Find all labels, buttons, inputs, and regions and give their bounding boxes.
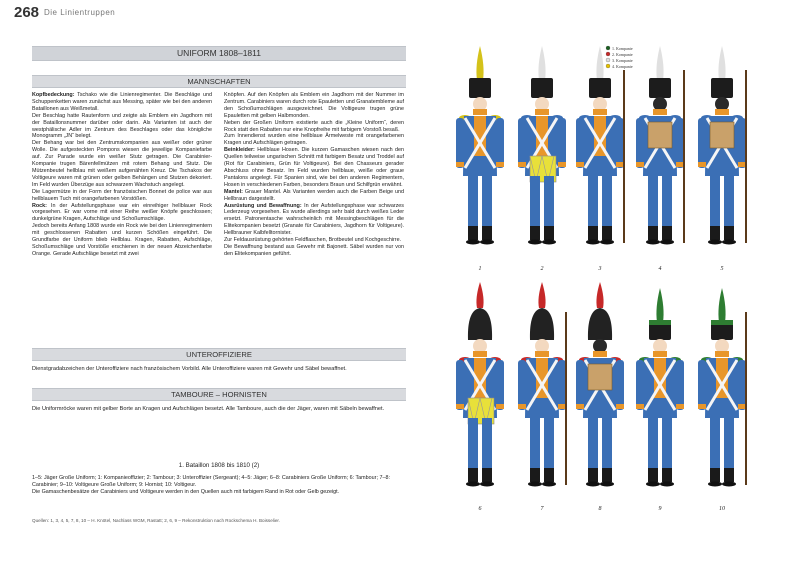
cuff: [576, 404, 584, 409]
paragraph-label: Mantel:: [224, 188, 243, 195]
collar: [653, 351, 667, 357]
text-column-right: [224, 92, 404, 258]
arm-left: [576, 360, 584, 410]
figure-number: 2: [540, 266, 544, 272]
soldier-figure-2: [518, 46, 566, 245]
gaiter: [724, 226, 734, 240]
plume: [656, 46, 663, 80]
shako-band: [649, 320, 671, 325]
arm-left: [698, 118, 706, 168]
shoe: [542, 482, 556, 487]
arm-left: [636, 118, 644, 168]
source-note: Quellen: 1, 3, 4, 5, 7, 8, 10 – H. Knötel, Nachlass WGM, Rastatt; 2, 6, 9 – Rekonstruktion nach Rockschema H. Boisselier.: [32, 518, 280, 523]
tamboure-text: Die Uniformröcke waren mit gelber Borte an Kragen und Aufschlägen besetzt. Alle Tamboure, auch die der Jäger, waren mit Säbeln bewaffnet.: [32, 406, 385, 412]
collar: [593, 109, 607, 115]
figure-number: 9: [658, 506, 662, 512]
cuff: [616, 404, 624, 409]
right-paragraph: [224, 237, 404, 244]
figure-number: 10: [719, 506, 725, 512]
gaiter: [602, 468, 612, 482]
figure-number: 4: [658, 266, 662, 272]
chapter-title: Die Linientruppen: [44, 8, 116, 17]
arm-left: [518, 118, 526, 168]
shoe: [722, 240, 736, 245]
collar: [473, 109, 487, 115]
paragraph-text: Hellblaue Hosen. Die kurzen Gamaschen wiesen nach den Quellen teilweise ungarischen Schnitt mit farbigem Besatz und Troddel auf (Rot für Carabiniers, Grün für Voltigeure). Bei den Chasseurs gerader Abschluss ohne Besatz. Im Feld wurden hellblaue, weiße oder graue Pantalons angelegt. Für Spanien sind, wie bei den anderen Regimentern, Hosen in verschiedenen Farben, besonders Braun und Schilfgrün erwähnt.: [224, 147, 404, 188]
caption-title: 1. Bataillon 1808 bis 1810 (2): [178, 462, 260, 469]
soldier-figure-4: [636, 46, 684, 245]
head: [593, 339, 607, 353]
head: [653, 339, 667, 353]
legend-label: 2. Kompanie: [612, 52, 633, 57]
cuff: [698, 162, 706, 167]
soldier-figure-3: [576, 46, 624, 245]
paragraph-text: Die Lagermütze in der Form der französischen Bonnet de police war aus hellblauem Tuch mit orangefarbenen Vorstößen.: [32, 188, 212, 202]
arm-right: [496, 118, 504, 168]
gaiter: [530, 226, 540, 240]
shako-band: [711, 320, 733, 325]
gaiter: [724, 468, 734, 482]
cuff: [636, 162, 644, 167]
gaiter: [468, 468, 478, 482]
shoe: [586, 482, 600, 487]
paragraph-text: Zum Innendienst wurden eine hellblaue Ärmelweste mit orangefarbenen Kragen und Aufschlägen getragen.: [224, 133, 404, 147]
paragraph-label: Ausrüstung und Bewaffnung:: [224, 202, 302, 209]
shoe: [646, 482, 660, 487]
head: [535, 339, 549, 353]
gaiter: [468, 226, 478, 240]
gaiter: [482, 468, 492, 482]
legend-label: 4. Kompanie: [612, 64, 633, 69]
paragraph-text: In der Aufstellungsphase war ein einreihiger hellblauer Rock vorgesehen. Er war vorne mit einer Reihe weißer Knöpfe geschlossen; dunkelgrüne Kragen, Aufschläge und Schoßumschläge.: [32, 202, 212, 223]
collar: [535, 351, 549, 357]
figure-number: 1: [478, 266, 482, 272]
paragraph-text: Neben der Großen Uniform existierte auch die „Kleine Uniform“, deren Rock statt den Rabatten nur eine Knopfreihe mit farbigem Vorstoß besaß.: [224, 119, 404, 133]
caption-line-2: Die Gamaschenbesätze der Carabiniers und Voltigeure werden in den Quellen auch mit farbigem Rand in Rot oder Gelb gezeigt.: [32, 489, 340, 495]
shako: [649, 78, 671, 98]
arm-left: [636, 360, 644, 410]
caption: [32, 475, 406, 496]
right-paragraph: [224, 120, 404, 134]
left-paragraph: [32, 203, 212, 224]
paragraph-text: Die Bewaffnung bestand aus Gewehr mit Bajonett. Säbel wurden nur von den Elitekompanien geführt.: [224, 243, 404, 257]
collar: [715, 351, 729, 357]
plume: [538, 282, 545, 308]
plume: [718, 46, 725, 80]
right-paragraph: [224, 203, 404, 238]
paragraph-text: Der Behang war bei den Zentrumskompanien aus weißer oder grüner Wolle. Die aufgesteckten Pompons wiesen die jeweilige Kompaniefarbe auf. Zur Parade wurde ein weißer Stutz getragen. Die Carabinier-Kompanie trugen Bärenfellmützen mit rotem Behang und Stutz. Die Mützenbeutel hellblau mit weißem aufgenähten Kreuz. Die Tschakos der Voltigeure waren mit grünen oder gelben Behängen und Stutzen dekoriert. Im Feld wurden Überzüge aus schwarzem Wachstuch angelegt.: [32, 140, 212, 188]
figure-number: 8: [598, 506, 602, 512]
arm-right: [738, 118, 746, 168]
left-paragraph: [32, 113, 212, 141]
collar: [473, 351, 487, 357]
shako: [711, 78, 733, 98]
gaiter: [588, 468, 598, 482]
caption-line-1: 1–5: Jäger Große Uniform; 1: Kompanieoffizier; 2: Tambour; 3: Unteroffizier (Sergeant); 4–5: Jäger; 6–8: Carabiniers Große Uniform; 6: Tambour; 7–8: Carabinier; 9–10: Voltigeure Große Uniform; 9: Hornist; 10: Voltigeur.: [32, 475, 390, 488]
gaiter: [710, 226, 720, 240]
bearskin-cap: [468, 308, 492, 340]
page-number: 268: [14, 4, 40, 21]
shoe: [542, 240, 556, 245]
paragraph-text: Jedoch bereits Anfang 1808 wurde ein Rock wie bei den Linienregimentern mit geschlossenen Rabatten und kurzen Schößen eingeführt. Die Grundfarbe der Uniform blieb Hellblau. Kragen, Rabatten, Aufschläge, Schoßumschläge und Vorstöße erschienen in der neuen Abzeichenfarbe Orange. Gerade Aufschläge besetzt mit zwei: [32, 223, 212, 257]
cuff: [576, 162, 584, 167]
bearskin-cap: [588, 308, 612, 340]
right-paragraph: [224, 133, 404, 147]
paragraph-label: Beinkleider:: [224, 147, 255, 154]
gaiter: [530, 468, 540, 482]
collar: [593, 351, 607, 357]
arm-left: [518, 360, 526, 410]
shoe: [586, 240, 600, 245]
shoe: [528, 482, 542, 487]
left-paragraph: [32, 92, 212, 113]
plume: [656, 288, 663, 322]
figure-number: 6: [478, 506, 482, 512]
head: [473, 97, 487, 111]
arm-right: [558, 360, 566, 410]
paragraph-label: Rock:: [32, 202, 47, 209]
shoe: [708, 240, 722, 245]
arm-right: [616, 360, 624, 410]
shoe: [466, 240, 480, 245]
head: [535, 97, 549, 111]
soldier-figure-8: [576, 282, 624, 487]
soldier-figure-6: [456, 282, 504, 487]
paragraph-text: Zur Feldausrüstung gehörten Feldflaschen, Brotbeutel und Kochgeschirre.: [224, 237, 402, 244]
right-paragraph: [224, 92, 404, 120]
cuff: [636, 404, 644, 409]
shako: [469, 78, 491, 98]
plume: [596, 282, 603, 308]
arm-left: [456, 360, 464, 410]
arm-left: [698, 360, 706, 410]
head: [593, 97, 607, 111]
section-heading-tamboure: TAMBOURE – HORNISTEN: [32, 388, 406, 401]
right-paragraph: [224, 147, 404, 188]
section-heading-unteroffiziere: UNTEROFFIZIERE: [32, 348, 406, 361]
plume: [538, 46, 545, 80]
shoe: [722, 482, 736, 487]
knapsack: [710, 122, 734, 148]
shako: [589, 78, 611, 98]
section-title-uniform: UNIFORM 1808–1811: [32, 46, 406, 61]
shoe: [660, 240, 674, 245]
legend-label: 3. Kompanie: [612, 58, 633, 63]
figure-number: 3: [598, 266, 602, 272]
shoe: [646, 240, 660, 245]
head: [715, 97, 729, 111]
collar: [535, 109, 549, 115]
arm-right: [496, 360, 504, 410]
shoe: [660, 482, 674, 487]
legend-pompon-icon: [606, 64, 610, 68]
paragraph-text: In der Aufstellungsphase war schwarzes Lederzeug vorgesehen. Es wurde allerdings sehr bald durch weißes Leder ersetzt. Patronentasche wahrscheinlich mit Messingbeschlägen für die Elitekompanien besetzt (Granate für Carabiniers, Jagdhorn für Voltigeure). Hellbrauner Kalbfelltornister.: [224, 202, 404, 237]
collar: [653, 109, 667, 115]
arm-left: [456, 118, 464, 168]
shako: [531, 78, 553, 98]
shoe: [600, 240, 614, 245]
plume: [476, 46, 483, 80]
arm-right: [616, 118, 624, 168]
right-paragraph: [224, 189, 404, 203]
arm-right: [676, 118, 684, 168]
gaiter: [544, 226, 554, 240]
plume: [718, 288, 725, 322]
uniform-plate: [440, 0, 800, 565]
shoe: [480, 240, 494, 245]
shoe: [466, 482, 480, 487]
legend-label: 1. Kompanie: [612, 46, 633, 51]
left-paragraph: [32, 140, 212, 188]
soldier-figure-1: [456, 46, 504, 245]
arm-right: [738, 360, 746, 410]
plume: [596, 46, 603, 80]
shoe: [708, 482, 722, 487]
gaiter: [544, 468, 554, 482]
legend-pompon-icon: [606, 52, 610, 56]
arm-right: [676, 360, 684, 410]
cuff: [518, 404, 526, 409]
soldier-figure-10: [698, 288, 746, 487]
gaiter: [648, 226, 658, 240]
cuff: [558, 404, 566, 409]
cuff: [558, 162, 566, 167]
arm-left: [576, 118, 584, 168]
paragraph-text: Tschako wie die Linienregimenter. Die Beschläge und Schuppenketten waren zunächst aus Messing, später wie bei den anderen Bataillonen aus Weißmetall.: [32, 92, 212, 112]
gaiter: [602, 226, 612, 240]
shoe: [480, 482, 494, 487]
collar: [715, 109, 729, 115]
figure-number: 5: [720, 266, 724, 272]
gaiter: [648, 468, 658, 482]
soldier-figure-7: [518, 282, 566, 487]
left-paragraph: [32, 189, 212, 203]
cuff: [738, 404, 746, 409]
paragraph-text: Grauer Mantel. Als Varianten werden auch die Farben Beige und Hellbraun dargestellt.: [224, 188, 404, 202]
gaiter: [482, 226, 492, 240]
left-paragraph: [32, 223, 212, 258]
cuff: [456, 162, 464, 167]
section-heading-mannschaften: MANNSCHAFTEN: [32, 75, 406, 88]
paragraph-text: Der Beschlag hatte Rautenform und zeigte als Emblem ein Jagdhorn mit der Bataillonsnummer darüber oder darin. Als Varianten ist auch der westphälische Adler im Zentrum des Beschlages oder das königliche Monogramm „JN“ belegt.: [32, 112, 212, 140]
cuff: [496, 404, 504, 409]
shoe: [528, 240, 542, 245]
head: [473, 339, 487, 353]
cuff: [738, 162, 746, 167]
cuff: [698, 404, 706, 409]
bearskin-cap: [530, 308, 554, 340]
paragraph-label: Kopfbedeckung:: [32, 92, 75, 98]
figure-number: 7: [540, 506, 544, 512]
paragraph-text: Knöpfen. Auf den Knöpfen als Emblem ein Jagdhorn mit der Nummer im Zentrum. Carabiniers waren durch rote Epauletten und Granatembleme auf den Schoßumschlägen ausgezeichnet. Die Voltigeure trugen grüne Epauletten mit gelben Halbmonden.: [224, 92, 404, 119]
cuff: [676, 162, 684, 167]
legend-pompon-icon: [606, 46, 610, 50]
cuff: [518, 162, 526, 167]
plume: [476, 282, 483, 308]
unteroffiziere-text: Dienstgradabzeichen der Unteroffiziere nach französischem Vorbild. Alle Unteroffiziere waren mit Gewehr und Säbel bewaffnet.: [32, 366, 347, 372]
head: [653, 97, 667, 111]
shoe: [600, 482, 614, 487]
head: [715, 339, 729, 353]
text-column-left: [32, 92, 212, 258]
cuff: [616, 162, 624, 167]
cuff: [456, 404, 464, 409]
gaiter: [662, 226, 672, 240]
cuff: [676, 404, 684, 409]
right-paragraph: [224, 244, 404, 258]
gaiter: [710, 468, 720, 482]
arm-right: [558, 118, 566, 168]
soldier-figure-5: [698, 46, 746, 245]
cuff: [496, 162, 504, 167]
knapsack: [588, 364, 612, 390]
soldier-figure-9: [636, 288, 684, 487]
legend-pompon-icon: [606, 58, 610, 62]
gaiter: [662, 468, 672, 482]
knapsack: [648, 122, 672, 148]
gaiter: [588, 226, 598, 240]
